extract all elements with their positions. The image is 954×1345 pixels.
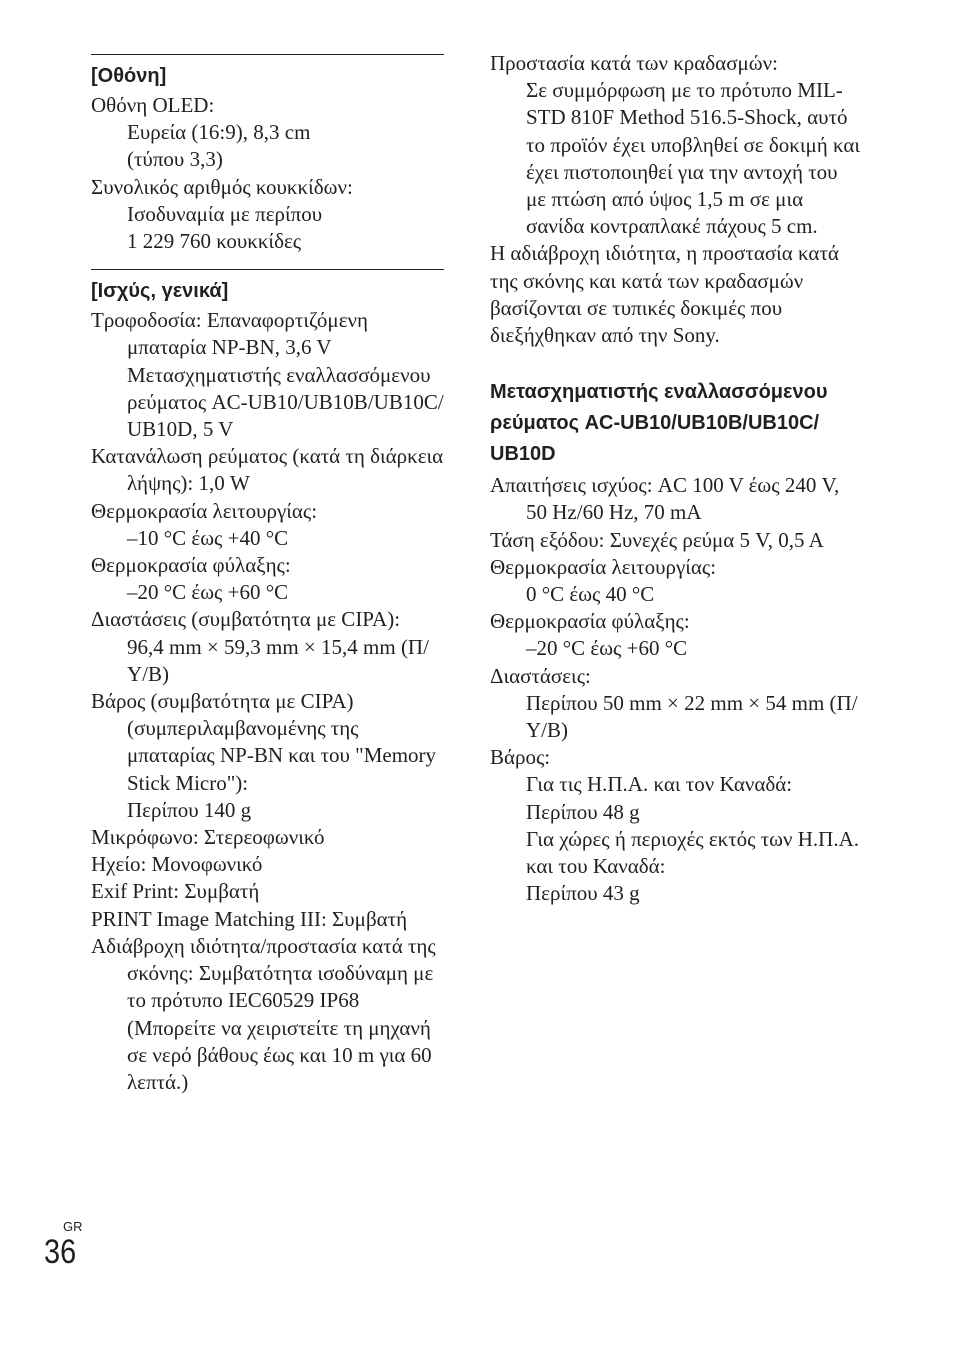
spec-line: Θερμοκρασία λειτουργίας: <box>91 498 318 523</box>
spec-line: Κατανάλωση ρεύματος (κατά τη διάρκεια λήψης): 1,0 W <box>91 444 444 496</box>
adapter-heading: Μετασχηματιστής εναλλασσόμενου ρεύματος AC-UB10/UB10B/UB10C/ UB10D <box>490 381 828 466</box>
spec-value: Μετασχηματιστής εναλλασσόμενου ρεύματος AC-UB10/UB10B/UB10C/ UB10D, 5 V <box>127 362 444 442</box>
spec-value: Για τις Η.Π.Α. και τον Καναδά: <box>526 772 793 797</box>
spec-value: Ευρεία (16:9), 8,3 cm <box>127 120 311 145</box>
spec-value: –10 °C έως +40 °C <box>127 525 289 550</box>
spec-line: Ηχείο: Μονοφωνικό <box>91 852 263 877</box>
page-number: 36 <box>44 1233 77 1271</box>
spec-value: 96,4 mm × 59,3 mm × 15,4 mm (Π/Υ/Β) <box>127 634 429 686</box>
spec-value: (τύπου 3,3) <box>127 147 223 172</box>
spec-value: Για χώρες ή περιοχές εκτός των Η.Π.Α. και του Καναδά: <box>526 826 859 879</box>
display-specs <box>91 92 444 255</box>
spec-line: Διαστάσεις (συμβατότητα με CIPA): <box>91 607 401 632</box>
spec-line: Βάρος (συμβατότητα με CIPA) (συμπεριλαμβανομένης της μπαταρίας NP-BN και του "Memory Stick Micro"): <box>91 689 437 795</box>
spec-line: Θερμοκρασία φύλαξης: <box>91 553 291 578</box>
spec-line: Θερμοκρασία λειτουργίας: <box>490 554 717 579</box>
spec-value: Περίπου 48 g <box>526 799 640 824</box>
power-specs <box>91 307 444 1096</box>
left-column <box>91 54 444 1096</box>
spec-line: Οθόνη OLED: <box>91 93 215 117</box>
spec-value: Περίπου 140 g <box>127 797 252 822</box>
spec-value: Ισοδυναμία με περίπου <box>127 201 323 226</box>
spec-line: Διαστάσεις: <box>490 663 591 688</box>
spec-line: Μικρόφωνο: Στερεοφωνικό <box>91 825 325 850</box>
shock-specs <box>490 50 862 349</box>
spec-line: Θερμοκρασία φύλαξης: <box>490 609 690 634</box>
spec-line: Τροφοδοσία: Επαναφορτιζόμενη μπαταρία NP-BN, 3,6 V <box>91 308 368 360</box>
adapter-specs <box>490 472 862 907</box>
section-divider <box>91 269 444 270</box>
spec-line: Αδιάβροχη ιδιότητα/προστασία κατά της σκόνης: Συμβατότητα ισοδύναμη με το πρότυπο IEC60529 IP68 (Μπορείτε να χειριστείτε τη μηχανή σε νερό βάθους έως και 10 m για 60 λεπτά.) <box>91 933 436 1094</box>
spec-line: Απαιτήσεις ισχύος: AC 100 V έως 240 V, 50 Hz/60 Hz, 70 mA <box>490 473 840 525</box>
spec-line: Συνολικός αριθμός κουκκίδων: <box>91 174 353 199</box>
spec-line: Η αδιάβροχη ιδιότητα, η προστασία κατά της σκόνης και κατά των κραδασμών βασίζονται σε τυπικές δοκιμές που διεξήχθηκαν από την Sony. <box>490 241 839 348</box>
right-column <box>490 50 862 907</box>
spec-line: PRINT Image Matching III: Συμβατή <box>91 906 408 931</box>
spec-value: Περίπου 50 mm × 22 mm × 54 mm (Π/Υ/Β) <box>526 690 858 743</box>
section-divider <box>91 54 444 55</box>
spec-value: –20 °C έως +60 °C <box>526 636 688 661</box>
spec-value: 0 °C έως 40 °C <box>526 582 655 607</box>
display-heading: [Οθόνη] <box>91 65 167 87</box>
spec-value: Σε συμμόρφωση με το πρότυπο MIL-STD 810F Method 516.5-Shock, αυτό το προϊόν έχει υποβληθεί σε δοκιμή και έχει πιστοποιηθεί για την αντοχή του με πτώση από ύψος 1,5 m σε μια σανίδα κοντραπλακέ πάχους 5 cm. <box>526 78 861 239</box>
spec-line: Exif Print: Συμβατή <box>91 879 260 904</box>
spec-line: Τάση εξόδου: Συνεχές ρεύμα 5 V, 0,5 A <box>490 527 824 552</box>
spec-line: Βάρος: <box>490 745 551 770</box>
spec-line: Προστασία κατά των κραδασμών: <box>490 51 778 75</box>
spec-value: –20 °C έως +60 °C <box>127 580 289 605</box>
spec-value: 1 229 760 κουκκίδες <box>127 229 302 254</box>
page-language-code: GR <box>63 1219 83 1234</box>
power-heading: [Ισχύς, γενικά] <box>91 280 229 303</box>
spec-value: Περίπου 43 g <box>526 881 640 906</box>
